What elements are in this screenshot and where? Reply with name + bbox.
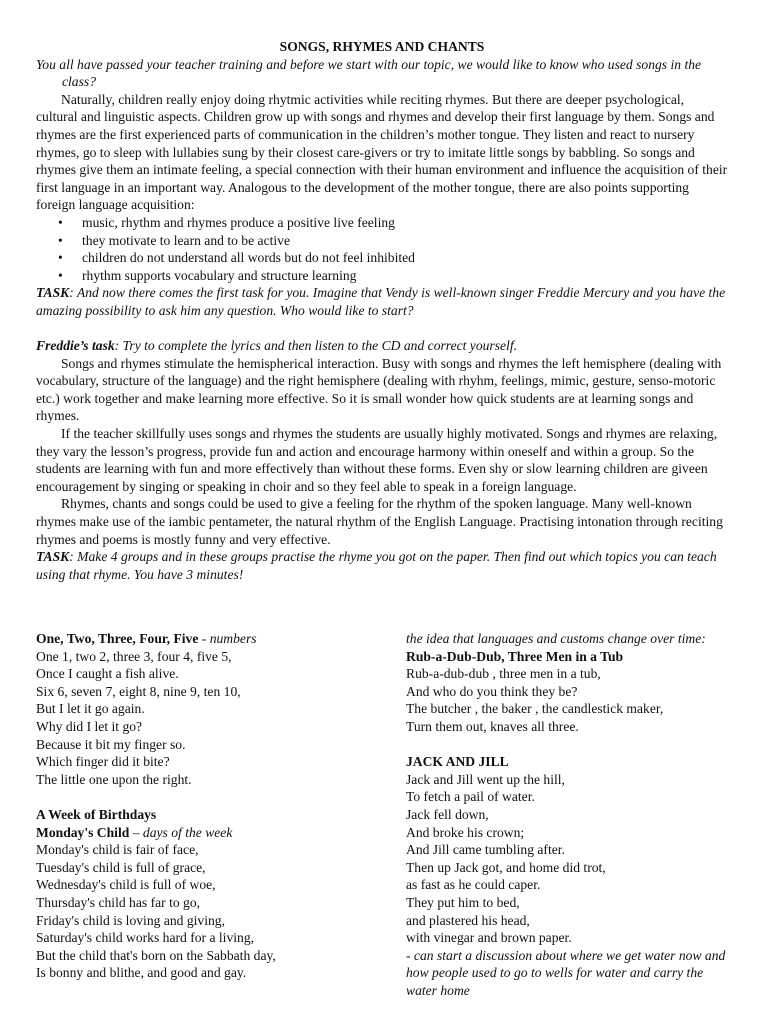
task-1-label: TASK bbox=[36, 285, 70, 301]
rhyme-line: To fetch a pail of water. bbox=[406, 789, 535, 805]
page-title: SONGS, RHYMES AND CHANTS bbox=[279, 39, 485, 54]
rhyme-line: Because it bit my finger so. bbox=[36, 736, 186, 752]
rhyme-line: But the child that's born on the Sabbath day, bbox=[36, 947, 276, 963]
rhyme-line: Rub-a-dub-dub , three men in a tub, bbox=[406, 666, 601, 682]
document-body bbox=[36, 38, 728, 583]
rhyme-lines-mondays-child bbox=[36, 841, 376, 982]
paragraph-motivation: If the teacher skillfully uses songs and rhymes the students are usually highly motivated. Songs and rhymes are relaxing, they vary the lesson’s progress, provide fun and action and encourage harmony within oneself and within a group. So the students are learning with fun and more effectively than without these forms. Even shy or slow learning children are giveen encouragement by singing or speaking in choir and so they feel able to speak in a foreign language. bbox=[36, 426, 718, 494]
intro-question: You all have passed your teacher training and before we start with our topic, we would like to know who used songs in the class? bbox=[36, 56, 702, 90]
freddie-task-text: : Try to complete the lyrics and then listen to the CD and correct yourself. bbox=[114, 338, 518, 354]
rhyme-line: And who do you think they be? bbox=[406, 683, 578, 699]
right-column bbox=[406, 630, 736, 999]
rhyme-title: One, Two, Three, Four, Five bbox=[36, 631, 199, 646]
rhyme-line: Wednesday's child is full of woe, bbox=[36, 877, 216, 893]
list-item: • music, rhythm and rhymes produce a positive live feeling bbox=[80, 214, 728, 232]
rhyme-line: Tuesday's child is full of grace, bbox=[36, 859, 206, 875]
rhyme-heading-numbers bbox=[36, 630, 376, 648]
rhyme-line: The butcher , the baker , the candlestick maker, bbox=[406, 701, 664, 717]
rhyme-line: The little one upon the right. bbox=[36, 771, 192, 787]
rhyme-line: Friday's child is loving and giving, bbox=[36, 912, 225, 928]
rhyme-topic: numbers bbox=[209, 631, 257, 646]
rhyme-line: Jack and Jill went up the hill, bbox=[406, 771, 565, 787]
freddie-task bbox=[36, 337, 728, 355]
benefits-list bbox=[36, 214, 728, 284]
task-1-text: : And now there comes the first task for you. Imagine that Vendy is well-known singer Freddie Mercury and you have the amazing possibility to ask him any question. Who would like to start? bbox=[36, 285, 726, 318]
rhyme-line: And broke his crown; bbox=[406, 824, 525, 840]
rhyme-lines-jack-and-jill bbox=[406, 771, 736, 947]
rhyme-line: with vinegar and brown paper. bbox=[406, 930, 572, 946]
rhyme-line: Is bonny and blithe, and good and gay. bbox=[36, 965, 247, 981]
carry-over-note: the idea that languages and customs change over time: bbox=[406, 631, 706, 646]
list-item: • children do not understand all words but do not feel inhibited bbox=[80, 249, 728, 267]
paragraph-hemispheres: Songs and rhymes stimulate the hemispherical interaction. Busy with songs and rhymes the left hemisphere (dealing with vocabulary, structure of the language) and the right hemisphere (dealing with rhyhm, feelings, mimic, gesture, senso-motoric etc.) work together and make learning more effective. So it is small wonder how quick students are at learning songs and rhymes. bbox=[36, 355, 722, 424]
rhyme-line: Thursday's child has far to go, bbox=[36, 894, 201, 910]
freddie-task-label: Freddie’s task bbox=[36, 338, 115, 354]
paragraph-rhythm: Rhymes, chants and songs could be used to give a feeling for the rhythm of the spoken language. Many well-known rhymes make use of the iambic pentameter, the natural rhythm of the English Language. Practising intonation through reciting rhymes and poems is mostly funny and very effective. bbox=[36, 496, 723, 547]
rhyme-line: as fast as he could caper. bbox=[406, 877, 541, 893]
list-item: • they motivate to learn and to be active bbox=[80, 232, 728, 250]
rhyme-line: One 1, two 2, three 3, four 4, five 5, bbox=[36, 648, 232, 664]
rhyme-line: But I let it go again. bbox=[36, 701, 145, 717]
rhyme-line: Which finger did it bite? bbox=[36, 754, 170, 770]
rhyme-line: Once I caught a fish alive. bbox=[36, 666, 179, 682]
rhyme-title-jack-and-jill: JACK AND JILL bbox=[406, 754, 509, 770]
task-2 bbox=[36, 548, 728, 583]
rhyme-line: Turn them out, knaves all three. bbox=[406, 718, 579, 734]
rhyme-lines-numbers bbox=[36, 648, 376, 789]
rhyme-lines-rub-a-dub bbox=[406, 665, 736, 735]
list-item: • rhythm supports vocabulary and structure learning bbox=[80, 267, 728, 285]
rhyme-note-jack-and-jill: - can start a discussion about where we get water now and how people used to go to wells for water and carry the water home bbox=[406, 947, 726, 998]
task-2-text: : Make 4 groups and in these groups practise the rhyme you got on the paper. Then find out which topics you can teach using that rhyme. You have 3 minutes! bbox=[36, 549, 717, 582]
task-2-label: TASK bbox=[36, 549, 70, 565]
rhyme-title: Monday's Child bbox=[36, 824, 130, 840]
paragraph-intro: Naturally, children really enjoy doing rhytmic activities while reciting rhymes. But there are deeper psychological, cultural and linguistic aspects. Children grow up with songs and rhymes and develop their first language by them. Songs and rhymes are the first experienced parts of communication in the children’s mother tongue. They listen and react to nursery rhymes, go to sleep with lullabies sung by their closest care-givers or try to imitate little songs by babbling. So songs and rhymes give them an intimate feeling, a special connection with their human environment and influence the acquisition of their first language in an important way. Analogous to the development of the mother tongue, there are also points supporting foreign language acquisition: bbox=[36, 91, 728, 213]
rhyme-heading-mondays-child bbox=[36, 824, 376, 842]
rhyme-line: and plastered his head, bbox=[406, 912, 530, 928]
separator: - bbox=[198, 631, 210, 646]
rhyme-title-rub-a-dub: Rub-a-Dub-Dub, Three Men in a Tub bbox=[406, 648, 624, 664]
rhyme-line: Saturday's child works hard for a living, bbox=[36, 930, 255, 946]
rhyme-line: Jack fell down, bbox=[406, 806, 489, 822]
rhyme-line: And Jill came tumbling after. bbox=[406, 842, 565, 858]
task-1 bbox=[36, 284, 728, 319]
rhyme-line: Why did I let it go? bbox=[36, 718, 143, 734]
rhyme-line: Six 6, seven 7, eight 8, nine 9, ten 10, bbox=[36, 683, 241, 699]
rhyme-line: Monday's child is fair of face, bbox=[36, 842, 199, 858]
section-heading-birthdays: A Week of Birthdays bbox=[36, 806, 157, 822]
separator: – bbox=[129, 824, 143, 840]
rhyme-line: They put him to bed, bbox=[406, 894, 520, 910]
left-column bbox=[36, 630, 376, 982]
rhyme-line: Then up Jack got, and home did trot, bbox=[406, 859, 606, 875]
rhyme-topic: days of the week bbox=[142, 824, 233, 840]
